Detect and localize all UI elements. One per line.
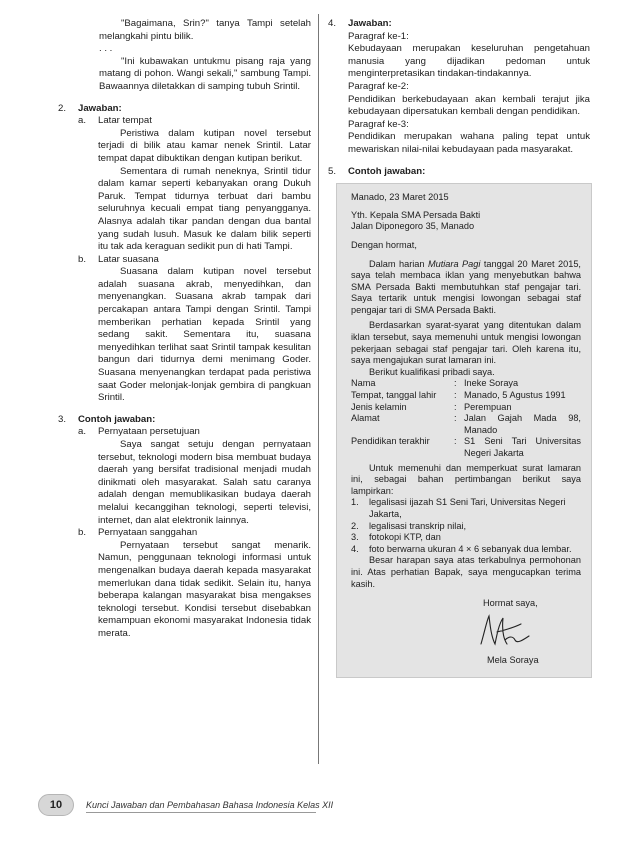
sub-item-b (78, 527, 311, 640)
body-paragraph: Pendidikan merupakan wahana paling tepat untuk mewariskan nilai-nilai kebudayaan pada masyarakat. (348, 131, 590, 155)
letter-paragraph: Besar harapan saya atas terkabulnya permohonan ini. Atas perhatian Bapak, saya mengucapkan terima kasih. (351, 555, 581, 589)
qualification-row (351, 436, 581, 459)
page-number: 10 (38, 794, 74, 816)
quote-paragraph: Sementara di rumah neneknya, Srintil tidur dalam kamar seperti kebanyakan orang Dukuh Paruk. Tempat tidurnya terbuat dari bambu seluruhnya kecuali empat tiang penyangganya. Alasnya adalah tikar pandan dengan dua bantal yang sudah lusuh. Masuk ke dalam bilik seperti itu tak ada keraguan sedikit pun di hati Tampi. (98, 165, 311, 253)
sub-item-title: Latar tempat (98, 115, 152, 127)
attachment-item (351, 497, 581, 520)
attachment-number: 1. (351, 497, 359, 508)
sub-item-label: b. (78, 527, 87, 539)
letter-recipient: Yth. Kepala SMA Persada Bakti (351, 209, 481, 220)
field-label: Tempat, tanggal lahir (351, 390, 437, 401)
application-letter (336, 183, 592, 678)
field-value: Manado, 5 Agustus 1991 (464, 390, 566, 401)
body-paragraph: Peristiwa dalam kutipan novel tersebut terjadi di bilik atau kamar nenek Srintil. Latar tempat dapat dibuktikan dengan kutipan berikut. (98, 127, 311, 164)
field-colon: : (454, 401, 457, 412)
handwritten-signature (475, 610, 535, 652)
field-value: Perempuan (464, 401, 512, 412)
attachment-number: 2. (351, 520, 359, 531)
item-number: 4. (328, 18, 337, 29)
field-colon: : (454, 378, 457, 389)
qualification-row (351, 413, 581, 436)
field-label: Nama (351, 378, 376, 389)
sub-item-label: a. (78, 426, 87, 438)
item-heading: Contoh jawaban: (78, 413, 156, 425)
item-heading: Jawaban: (78, 102, 122, 114)
letter-closing: Hormat saya, (483, 598, 538, 609)
attachment-text: fotokopi KTP, dan (369, 532, 441, 543)
sub-item-b (78, 254, 311, 405)
sub-item-a (78, 426, 311, 527)
item-number: 5. (328, 165, 337, 177)
footer-rule (86, 812, 316, 813)
answer-3 (58, 414, 311, 641)
ellipsis: . . . (99, 43, 113, 55)
body-paragraph: Saya sangat setuju dengan pernyataan tersebut, teknologi modern bisa membuat budaya daerah yang bersifat tradisional menjadi mudah dinikmati oleh masyarakat. Salah satu caranya adalah dengan memublikasikan budaya daerah melalui kecanggihan teknologi, seperti televisi, internet, dan alat elektronik lainnya. (98, 439, 311, 526)
field-value: S1 Seni Tari Universitas Negeri Jakarta (464, 436, 581, 458)
attachment-number: 4. (351, 543, 359, 554)
right-column (328, 18, 590, 678)
book-title: Kunci Jawaban dan Pembahasan Bahasa Indonesia Kelas XII (86, 800, 334, 810)
attachment-item (351, 532, 581, 544)
attachment-item (351, 521, 581, 533)
body-paragraph: Pendidikan berkebudayaan akan kembali terajut jika kebudayaan dipersatukan kembali dengan pendidikan. (348, 93, 590, 118)
answer-4 (328, 18, 590, 157)
qualification-row (351, 390, 581, 402)
sub-item-title: Latar suasana (98, 253, 159, 265)
field-colon: : (454, 413, 457, 424)
field-label: Alamat (351, 413, 380, 424)
attachment-number: 3. (351, 532, 359, 543)
paragraph-label: Paragraf ke-1: (348, 30, 409, 42)
body-paragraph: Kebudayaan merupakan keseluruhan pengetahuan manusia yang dijadikan pedoman untuk menginterpretasikan tindakan-tindakannya. (348, 43, 590, 80)
field-label: Jenis kelamin (351, 401, 407, 412)
field-value: Jalan Gajah Mada 98, Manado (464, 413, 581, 435)
letter-text: tanggal 20 Maret 2015, saya telah membaca iklan yang menyebutkan bahwa SMA Persada Bakti membutuhkan staf pengajar tari. Saya tertarik untuk mengisi lowongan sebagai staf pengajar tari di SMA Persada Bakti. (351, 258, 581, 315)
letter-date: Manado, 23 Maret 2015 (351, 192, 449, 203)
letter-paragraph: Untuk memenuhi dan memperkuat surat lamaran ini, sebagai bahan pertimbangan berikut saya lampirkan: (351, 462, 581, 496)
newspaper-name: Mutiara Pagi (427, 258, 481, 269)
field-colon: : (454, 390, 457, 401)
field-value: Ineke Soraya (464, 378, 519, 389)
sub-item-label: b. (78, 253, 87, 265)
field-colon: : (454, 436, 457, 447)
letter-greeting: Dengan hormat, (351, 239, 417, 250)
letter-text: Dalam harian (369, 258, 428, 269)
sub-item-title: Pernyataan persetujuan (98, 426, 200, 438)
attachment-text: legalisasi transkrip nilai, (369, 520, 467, 531)
letter-paragraph: Berdasarkan syarat-syarat yang ditentukan dalam iklan tersebut, saya memenuhi untuk mengisi lowongan pekerjaan sebagai staf pengajar tari. Oleh karena itu, saya mengajukan surat lamaran ini. (351, 320, 581, 366)
quote-paragraph: "Bagaimana, Srin?" tanya Tampi setelah melangkahi pintu bilik. (99, 18, 311, 42)
quote-paragraph: "Ini kubawakan untukmu pisang raja yang matang di pohon. Wangi sekali," sambung Tampi. Bawaannya diletakkan di samping tubuh Srintil. (99, 55, 311, 92)
qualification-table (351, 378, 581, 459)
paragraph-label: Paragraf ke-3: (348, 118, 409, 130)
body-paragraph: Suasana dalam kutipan novel tersebut adalah suasana akrab, menyedihkan, dan menyenangkan. Suasana akrab tampak dari percakapan antara Tampi dengan Srintil. Tampi memberikan perhatian kepada Srintil yang sedang sakit. Sementara itu, suasana menyedihkan terlihat saat Srintil tampak kesulitan bangun dari tidurnya demi menimang Goder. Suasana menyenangkan terdapat pada peristiwa saat Goder melonjak-lonjak gembira di pangkuan Srintil. (98, 266, 311, 404)
item-heading: Jawaban: (348, 18, 392, 29)
item-number: 2. (58, 102, 67, 114)
item-number: 3. (58, 413, 67, 425)
answer-2 (58, 103, 311, 405)
left-column (58, 18, 311, 641)
attachment-list (351, 497, 581, 555)
attachment-text: foto berwarna ukuran 4 × 6 sebanyak dua lembar. (369, 543, 572, 554)
attachment-item (351, 544, 581, 556)
paragraph-label: Paragraf ke-2: (348, 80, 409, 92)
column-divider (318, 14, 319, 764)
answer-5 (328, 166, 590, 179)
sub-item-label: a. (78, 115, 87, 127)
page-footer (38, 791, 338, 821)
signer-name: Mela Soraya (487, 655, 539, 666)
sub-item-a (78, 115, 311, 254)
item-heading: Contoh jawaban: (348, 165, 426, 177)
body-paragraph: Pernyataan tersebut sangat menarik. Namun, penggunaan teknologi informasi untuk mengenalkan budaya daerah kepada masyarakat memerlukan dana tidak sedikit. Selain itu, hanya beberapa kalangan masyarakat bisa mengakses teknologi tersebut. Kondisi tersebut disebabkan kemampuan ekonomi masyarakat Indonesia tidak merata. (98, 539, 311, 639)
letter-paragraph: Berikut kualifikasi pribadi saya. (369, 366, 495, 377)
qualification-row (351, 378, 581, 390)
letter-address: Jalan Diponegoro 35, Manado (351, 221, 475, 232)
qualification-row (351, 402, 581, 414)
attachment-text: legalisasi ijazah S1 Seni Tari, Universitas Negeri Jakarta, (369, 497, 566, 519)
sub-item-title: Pernyataan sanggahan (98, 527, 198, 539)
field-label: Pendidikan terakhir (351, 436, 430, 447)
letter-paragraph (351, 259, 581, 317)
